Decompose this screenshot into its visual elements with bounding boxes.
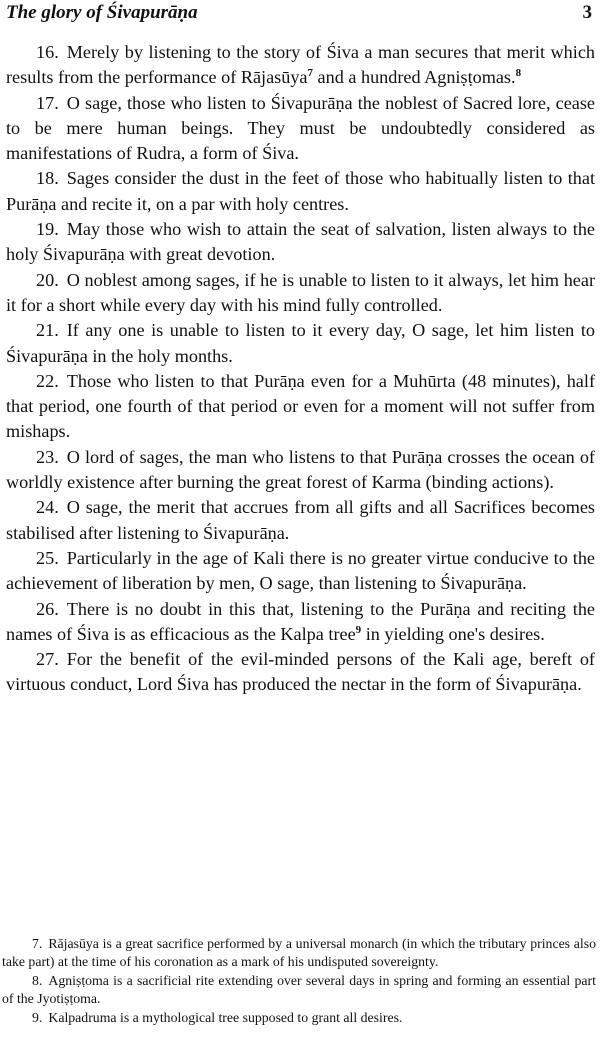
verse-text: There is no doubt in this that, listening to the Purāṇa and reciting the names of Śiva is as efficacious as the Kalpa tree bbox=[6, 598, 595, 644]
verse-paragraph bbox=[6, 217, 595, 268]
verse-paragraph bbox=[6, 40, 595, 91]
verse-text: For the benefit of the evil-minded persons of the Kali age, bereft of virtuous conduct, Lord Śiva has produced the nectar in the form of Śivapurāṇa. bbox=[6, 649, 595, 695]
verse-paragraph bbox=[6, 495, 595, 546]
footnote-number: 7. bbox=[32, 936, 43, 951]
footnote-marker: 9 bbox=[355, 623, 362, 636]
footnote bbox=[2, 1009, 596, 1027]
verse-text: O sage, the merit that accrues from all gifts and all Sacrifices becomes stabilised after listening to Śivapurāṇa. bbox=[6, 497, 595, 543]
verse-text: If any one is unable to listen to it every day, O sage, let him listen to Śivapurāṇa in the holy months. bbox=[6, 320, 595, 366]
verse-paragraph bbox=[6, 546, 595, 597]
verse-number: 25. bbox=[36, 547, 59, 568]
footnotes-section bbox=[2, 935, 596, 1029]
verse-paragraph bbox=[6, 91, 595, 167]
footnote-marker: 7 bbox=[307, 67, 313, 80]
verse-number: 18. bbox=[36, 168, 59, 189]
footnote-text: Rājasūya is a great sacrifice performed by a universal monarch (in which the tributary princes also take part) at the time of his coronation as a mark of his undisputed sovereignty. bbox=[2, 936, 596, 969]
verse-number: 27. bbox=[36, 649, 59, 670]
verse-text: O sage, those who listen to Śivapurāṇa the noblest of Sacred lore, cease to be mere human beings. They must be undoubtedly considered as manifestations of Rudra, a form of Śiva. bbox=[6, 92, 595, 164]
page-header bbox=[6, 2, 592, 28]
verse-text-cont: in yielding one's desires. bbox=[361, 623, 545, 644]
footnote-number: 8. bbox=[32, 973, 43, 989]
verse-text-cont: and a hundred Agniṣṭomas. bbox=[313, 67, 516, 88]
verse-text: O noblest among sages, if he is unable to listen to it always, let him hear it for a short while every day with his mind fully controlled. bbox=[6, 269, 595, 315]
verse-number: 24. bbox=[36, 497, 59, 518]
footnote-text: Agniṣṭoma is a sacrificial rite extending over several days in spring and forming an essential part of the Jyotiṣṭoma. bbox=[2, 973, 596, 1006]
footnote-text: Kalpadruma is a mythological tree supposed to grant all desires. bbox=[48, 1010, 403, 1026]
verse-text: May those who wish to attain the seat of salvation, listen always to the holy Śivapurāṇa with great devotion. bbox=[6, 219, 595, 265]
verse-paragraph bbox=[6, 166, 595, 217]
verse-number: 26. bbox=[36, 598, 59, 619]
verse-paragraph bbox=[6, 445, 595, 496]
verse-text: Sages consider the dust in the feet of those who habitually listen to that Purāṇa and recite it, on a par with holy centres. bbox=[6, 168, 595, 214]
verse-text: Those who listen to that Purāṇa even for a Muhūrta (48 minutes), half that period, one fourth of that period or even for a moment will not suffer from mishaps. bbox=[6, 370, 595, 442]
footnote-number: 9. bbox=[32, 1010, 43, 1026]
verse-text: Particularly in the age of Kali there is no greater virtue conducive to the achievement of liberation by men, O sage, than listening to Śivapurāṇa. bbox=[6, 547, 595, 594]
main-text bbox=[6, 40, 595, 698]
verse-paragraph bbox=[6, 597, 595, 648]
verse-number: 22. bbox=[36, 370, 59, 391]
verse-number: 17. bbox=[36, 92, 59, 113]
verse-paragraph bbox=[6, 318, 595, 369]
footnote bbox=[2, 935, 596, 970]
footnote-marker: 8 bbox=[515, 67, 522, 80]
footnote bbox=[2, 972, 596, 1007]
verse-number: 23. bbox=[36, 446, 59, 467]
verse-text: O lord of sages, the man who listens to that Purāṇa crosses the ocean of worldly existence after burning the great forest of Karma (binding actions). bbox=[6, 446, 595, 493]
verse-paragraph bbox=[6, 369, 595, 445]
verse-paragraph bbox=[6, 268, 595, 319]
verse-number: 19. bbox=[36, 219, 59, 240]
verse-number: 20. bbox=[36, 269, 59, 290]
verse-number: 21. bbox=[36, 320, 59, 341]
verse-text: Merely by listening to the story of Śiva a man secures that merit which results from the performance of Rājasūya bbox=[6, 42, 595, 88]
verse-number: 16. bbox=[36, 42, 59, 62]
page-number: 3 bbox=[582, 2, 592, 23]
running-title: The glory of Śivapurāṇa bbox=[6, 2, 198, 23]
verse-paragraph bbox=[6, 647, 595, 698]
